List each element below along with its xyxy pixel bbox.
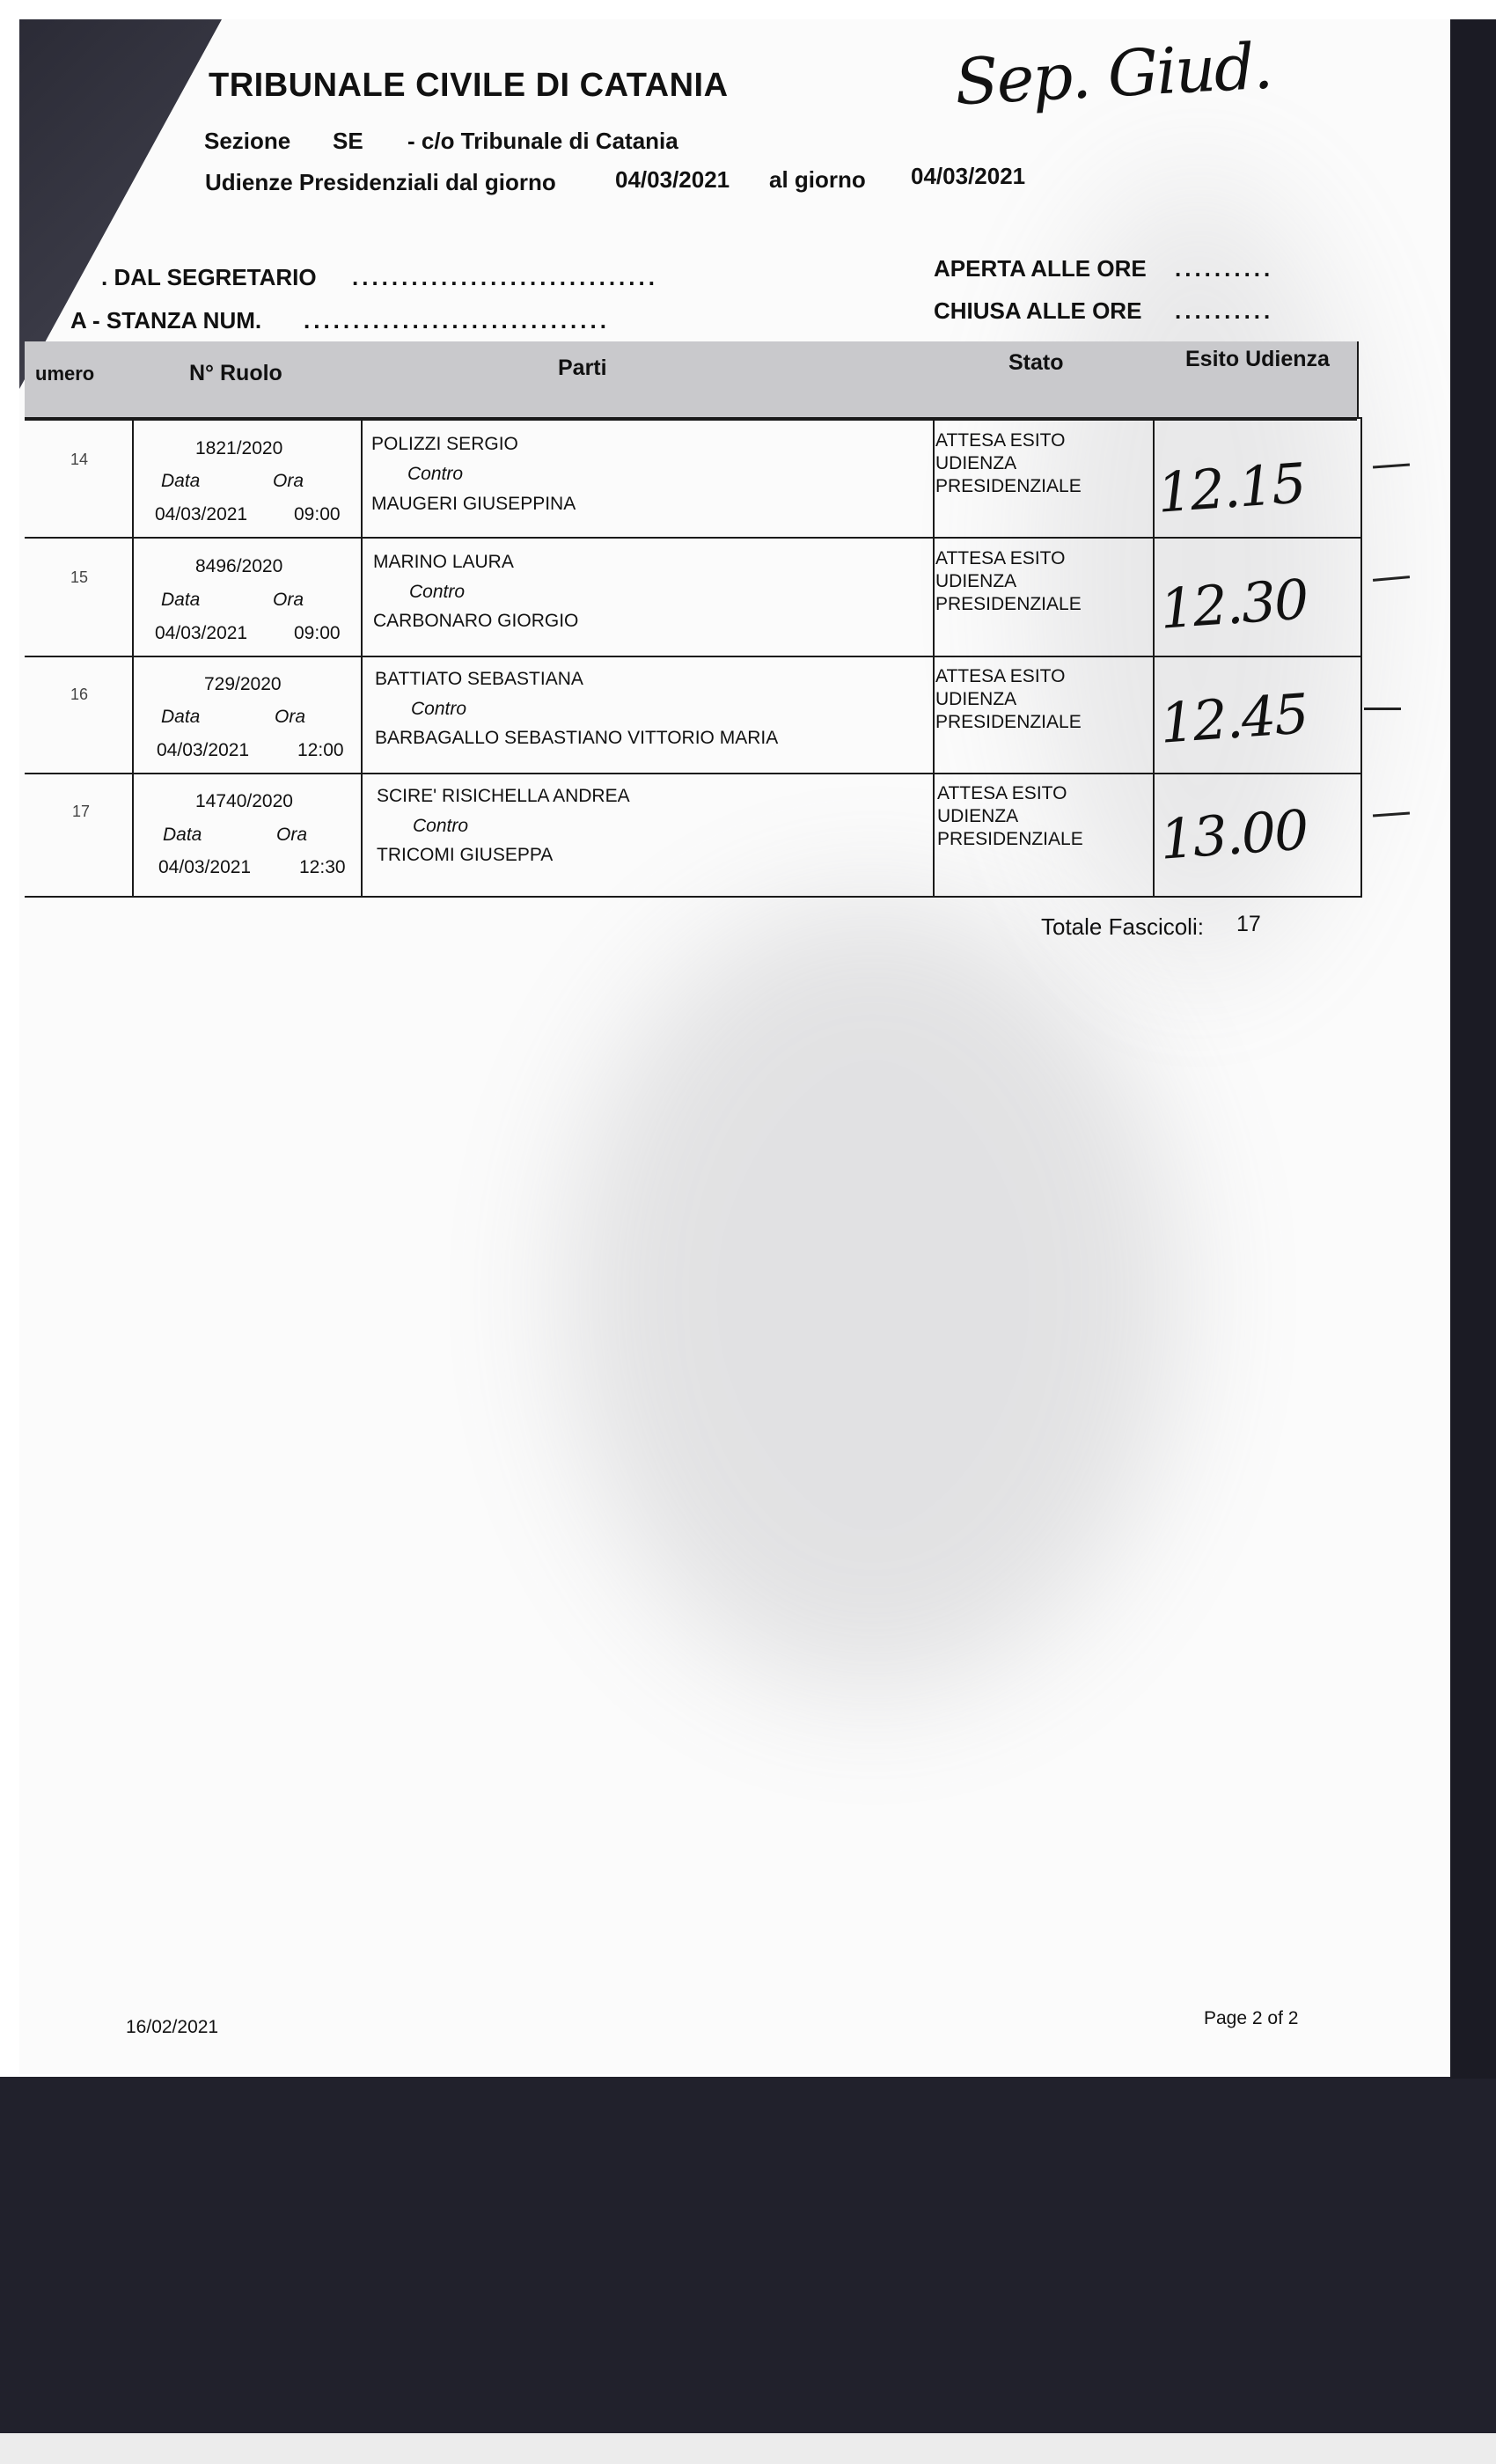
row-data-label: Data [161, 471, 201, 491]
row-esito-handwritten: 12.45 [1157, 681, 1309, 756]
court-title: TRIBUNALE CIVILE DI CATANIA [209, 67, 729, 104]
totale-label: Totale Fascicoli: [1041, 913, 1204, 940]
aperta-dots: .......... [1175, 255, 1274, 282]
udienze-label: Udienze Presidenziali dal giorno [205, 169, 556, 195]
row-ora: 12:30 [299, 857, 346, 877]
row-esito-handwritten: 13.00 [1157, 797, 1309, 872]
table-border [1357, 341, 1359, 419]
row-parte2: MAUGERI GIUSEPPINA [371, 494, 576, 514]
stanza-dots: ............................... [304, 307, 610, 334]
chiusa-label: CHIUSA ALLE ORE [934, 297, 1142, 324]
row-contro: Contro [409, 582, 466, 602]
row-parte1: SCIRE' RISICHELLA ANDREA [377, 786, 630, 806]
row-parte1: BATTIATO SEBASTIANA [375, 669, 583, 689]
row-contro: Contro [413, 816, 469, 836]
scan-shadow [565, 899, 1181, 1691]
row-ora: 09:00 [294, 504, 341, 524]
scanner-edge [0, 2433, 1496, 2464]
row-ruolo: 14740/2020 [195, 791, 293, 811]
row-stato: ATTESA ESITO UDIENZA PRESIDENZIALE [935, 548, 1082, 614]
col-numero: umero [35, 363, 95, 385]
row-divider [25, 656, 1362, 657]
aperta-label: APERTA ALLE ORE [934, 255, 1147, 282]
col-ruolo: N° Ruolo [189, 361, 282, 385]
row-parte1: POLIZZI SERGIO [371, 434, 518, 454]
page-number: Page 2 of 2 [1204, 2008, 1299, 2028]
row-stato: ATTESA ESITO UDIENZA PRESIDENZIALE [935, 666, 1082, 732]
row-ora-label: Ora [276, 825, 308, 845]
row-esito-handwritten: 12.15 [1155, 451, 1307, 525]
row-data: 04/03/2021 [155, 504, 248, 524]
row-data-label: Data [161, 590, 201, 610]
segretario-label: . DAL SEGRETARIO [101, 264, 317, 290]
row-ruolo: 1821/2020 [195, 438, 283, 458]
row-parte2: BARBAGALLO SEBASTIANO VITTORIO MARIA [375, 728, 779, 748]
row-ora: 09:00 [294, 623, 341, 643]
col-stato: Stato [1008, 350, 1064, 375]
row-numero: 14 [70, 451, 89, 468]
scanner-edge-right [1450, 19, 1496, 2079]
handwritten-note: Sep. Giud. [953, 28, 1273, 120]
row-data-label: Data [163, 825, 202, 845]
chiusa-dots: .......... [1175, 297, 1274, 324]
row-numero: 15 [70, 568, 89, 586]
row-data: 04/03/2021 [155, 623, 248, 643]
row-numero: 17 [72, 803, 91, 820]
scanner-background [0, 2077, 1496, 2464]
handwritten-dash [1364, 708, 1401, 710]
row-contro: Contro [411, 699, 467, 719]
row-stato: ATTESA ESITO UDIENZA PRESIDENZIALE [937, 783, 1083, 849]
row-numero: 16 [70, 686, 89, 703]
row-esito-handwritten: 12.30 [1157, 567, 1309, 642]
dal-giorno: 04/03/2021 [615, 166, 730, 193]
al-giorno-label: al giorno [769, 166, 866, 193]
row-divider [25, 537, 1362, 539]
col-parti: Parti [558, 356, 607, 380]
row-ruolo: 8496/2020 [195, 556, 283, 576]
row-data-label: Data [161, 707, 201, 727]
row-divider [25, 773, 1362, 774]
segretario-dots: ............................... [352, 264, 658, 290]
row-ruolo: 729/2020 [204, 674, 282, 694]
stanza-label: A - STANZA NUM. [70, 307, 262, 334]
al-giorno: 04/03/2021 [911, 163, 1026, 189]
col-esito: Esito Udienza [1185, 347, 1330, 371]
row-contro: Contro [407, 464, 464, 484]
row-ora-label: Ora [273, 590, 304, 610]
row-ora-label: Ora [275, 707, 306, 727]
row-ora: 12:00 [297, 740, 344, 760]
row-parte2: TRICOMI GIUSEPPA [377, 845, 554, 865]
sezione-label: Sezione [204, 128, 291, 154]
row-stato: ATTESA ESITO UDIENZA PRESIDENZIALE [935, 430, 1082, 496]
totale-value: 17 [1236, 912, 1261, 936]
print-date: 16/02/2021 [126, 2017, 219, 2037]
sezione-sede: - c/o Tribunale di Catania [407, 128, 678, 154]
row-parte1: MARINO LAURA [373, 552, 514, 572]
row-data: 04/03/2021 [158, 857, 252, 877]
sezione-value: SE [333, 128, 363, 154]
row-parte2: CARBONARO GIORGIO [373, 611, 579, 631]
row-data: 04/03/2021 [157, 740, 250, 760]
row-ora-label: Ora [273, 471, 304, 491]
